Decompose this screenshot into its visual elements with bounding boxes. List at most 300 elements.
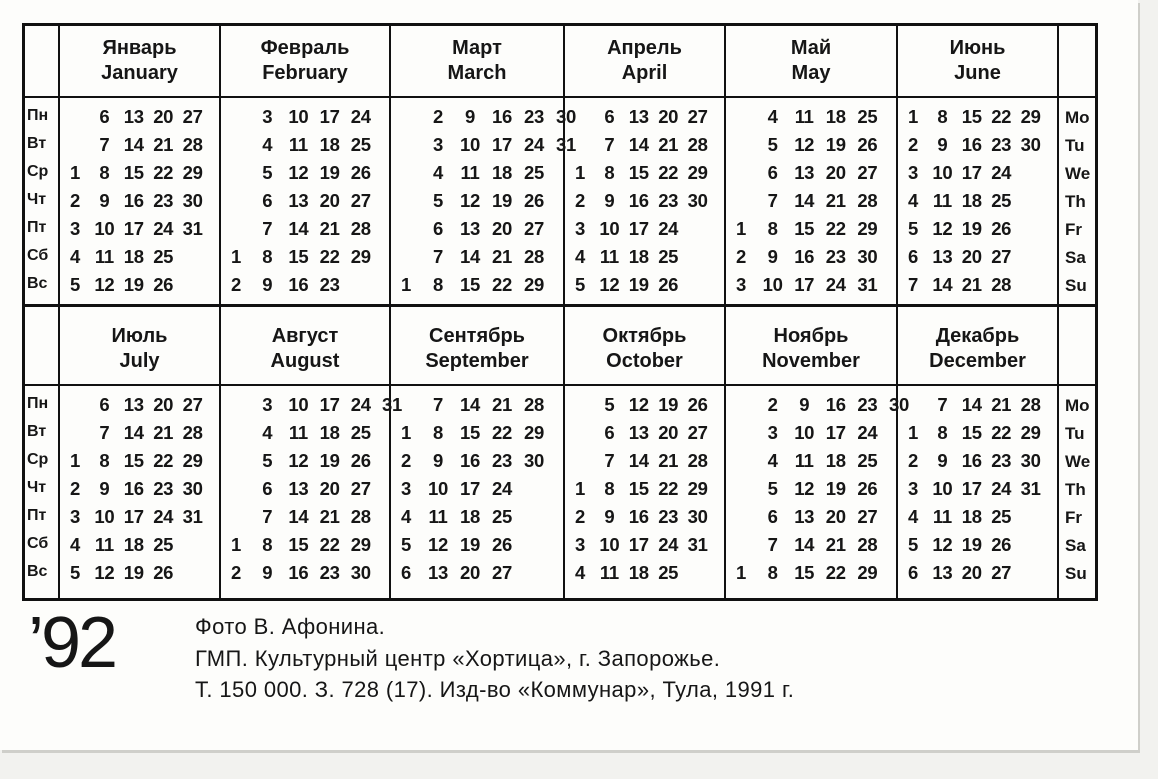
day-number: 25: [492, 506, 512, 527]
day-number: 7: [767, 534, 778, 555]
day-number: 1: [231, 246, 241, 267]
day-number: 9: [262, 562, 273, 583]
day-number: 8: [604, 162, 615, 183]
day-number: 7: [604, 134, 615, 155]
day-number: 2: [575, 190, 585, 211]
month-name-ru: Июнь: [949, 37, 1006, 59]
day-number: 3: [575, 218, 585, 239]
day-number: 1: [736, 562, 746, 583]
month-title-december: [897, 324, 1058, 374]
day-number: 15: [288, 534, 309, 555]
day-number: 30: [857, 246, 878, 267]
day-number: 17: [628, 218, 649, 239]
day-number: 13: [288, 190, 309, 211]
day-number: 11: [94, 534, 114, 555]
day-number: 3: [736, 274, 746, 295]
day-number: 22: [658, 162, 679, 183]
day-number: 25: [658, 246, 679, 267]
day-number: 16: [961, 450, 982, 471]
day-number: 25: [153, 534, 174, 555]
day-number: 12: [94, 274, 115, 295]
day-number: 22: [825, 218, 846, 239]
month-name-ru: Июль: [111, 325, 168, 347]
day-number: 19: [628, 274, 649, 295]
day-number: 17: [460, 478, 480, 499]
day-number: 28: [687, 134, 708, 155]
weekday-label-en: Su: [1065, 276, 1087, 295]
day-number: 18: [123, 534, 144, 555]
day-number: 9: [937, 134, 948, 155]
weekday-label-en: Fr: [1065, 220, 1082, 239]
day-number: 8: [433, 422, 443, 443]
day-number: 6: [604, 106, 615, 127]
day-number: 19: [658, 394, 679, 415]
weekday-label-ru: Пт: [27, 507, 47, 524]
day-number: 8: [767, 218, 778, 239]
day-number: 8: [99, 162, 110, 183]
day-number: 2: [575, 506, 585, 527]
day-number: 7: [433, 394, 443, 415]
day-number: 21: [319, 218, 340, 239]
month-name-en: September: [425, 350, 529, 372]
day-number: 10: [599, 218, 620, 239]
weekday-label-en: Fr: [1065, 508, 1082, 527]
day-number: 28: [524, 394, 544, 415]
day-number: 19: [825, 134, 846, 155]
day-number: 28: [687, 450, 708, 471]
day-number: 3: [262, 394, 273, 415]
month-name-en: November: [762, 350, 860, 372]
day-number: 11: [428, 506, 448, 527]
day-number: 15: [794, 218, 815, 239]
day-number: 20: [658, 106, 679, 127]
day-number: 7: [767, 190, 778, 211]
day-number: 19: [492, 190, 512, 211]
day-number: 2: [231, 562, 241, 583]
day-number: 16: [961, 134, 982, 155]
day-number: 3: [767, 422, 778, 443]
day-number: 9: [604, 506, 615, 527]
day-number: 1: [401, 422, 411, 443]
day-number: 12: [428, 534, 448, 555]
day-number: 24: [153, 506, 174, 527]
day-number: 27: [991, 562, 1012, 583]
day-number: 29: [182, 162, 203, 183]
day-number: 5: [262, 450, 273, 471]
weekday-label-ru: Пн: [27, 395, 49, 412]
day-number: 17: [123, 218, 144, 239]
day-number: 14: [794, 534, 815, 555]
day-number: 5: [401, 534, 411, 555]
day-number: 13: [794, 506, 815, 527]
day-number: 28: [182, 134, 203, 155]
day-number: 6: [433, 218, 443, 239]
day-number: 3: [908, 162, 918, 183]
day-number: 30: [1020, 450, 1041, 471]
day-number: 29: [857, 218, 878, 239]
weekday-label-ru: Пт: [27, 219, 47, 236]
day-number: 10: [932, 162, 953, 183]
day-number: 14: [460, 394, 480, 415]
day-number: 21: [961, 274, 982, 295]
day-number: 18: [123, 246, 144, 267]
day-number: 22: [153, 450, 174, 471]
day-number: 2: [401, 450, 411, 471]
weekday-label-en: We: [1065, 164, 1091, 183]
day-number: 18: [319, 134, 340, 155]
day-number: 12: [628, 394, 649, 415]
day-number: 27: [857, 506, 878, 527]
day-number: 2: [908, 450, 918, 471]
month-title-october: [564, 324, 725, 374]
day-number: 28: [857, 534, 878, 555]
day-number: 10: [460, 134, 480, 155]
day-number: 20: [825, 162, 846, 183]
day-number: 3: [70, 218, 80, 239]
weekday-label-en: Th: [1065, 480, 1086, 499]
day-number: 16: [123, 478, 144, 499]
day-number: 27: [687, 422, 708, 443]
weekday-label-ru: Сб: [27, 247, 49, 264]
day-number: 10: [599, 534, 620, 555]
day-number: 15: [123, 450, 144, 471]
weekday-label-en: Mo: [1065, 396, 1090, 415]
day-number: 2: [908, 134, 918, 155]
day-number: 31: [1020, 478, 1041, 499]
day-number: 21: [825, 190, 846, 211]
weekday-label-ru: Вт: [27, 135, 47, 152]
day-number: 13: [794, 162, 815, 183]
day-number: 3: [262, 106, 273, 127]
day-number: 16: [794, 246, 815, 267]
day-number: 19: [319, 162, 340, 183]
month-name-ru: Январь: [102, 37, 177, 59]
day-number: 24: [658, 218, 679, 239]
day-number: 18: [460, 506, 480, 527]
month-name-ru: Ноябрь: [773, 325, 849, 347]
day-number: 10: [94, 506, 115, 527]
day-number: 9: [99, 478, 110, 499]
day-number: 17: [961, 478, 982, 499]
day-number: 18: [492, 162, 512, 183]
day-number: 22: [492, 422, 512, 443]
column-divider: [219, 26, 221, 598]
day-number: 4: [575, 562, 585, 583]
day-number: 30: [687, 506, 708, 527]
day-number: 13: [932, 246, 953, 267]
day-number: 29: [1020, 106, 1041, 127]
weekday-label-en: Tu: [1065, 424, 1085, 443]
weekday-label-en: Mo: [1065, 108, 1090, 127]
day-number: 18: [628, 246, 649, 267]
day-number: 5: [433, 190, 443, 211]
day-number: 15: [123, 162, 144, 183]
day-number: 21: [319, 506, 340, 527]
day-number: 12: [932, 218, 953, 239]
day-number: 28: [1020, 394, 1041, 415]
day-number: 25: [857, 106, 878, 127]
day-number: 18: [961, 190, 982, 211]
day-number: 24: [825, 274, 846, 295]
day-number: 24: [991, 162, 1012, 183]
month-title-june: [897, 36, 1058, 86]
month-title-march: [390, 36, 564, 86]
day-number: 14: [932, 274, 953, 295]
day-number: 30: [1020, 134, 1041, 155]
day-number: 7: [99, 134, 110, 155]
day-number: 26: [658, 274, 679, 295]
day-number: 17: [628, 534, 649, 555]
day-number: 4: [908, 190, 918, 211]
day-number: 6: [262, 478, 273, 499]
day-number: 3: [70, 506, 80, 527]
day-number: 10: [94, 218, 115, 239]
month-name-en: August: [270, 350, 340, 372]
day-number: 24: [350, 106, 371, 127]
weekday-label-en: Tu: [1065, 136, 1085, 155]
day-number: 10: [288, 394, 309, 415]
day-number: 12: [288, 162, 309, 183]
day-number: 4: [767, 450, 778, 471]
month-name-ru: Октябрь: [602, 325, 687, 347]
day-number: 30: [556, 106, 576, 127]
day-number: 23: [991, 450, 1012, 471]
day-number: 22: [492, 274, 512, 295]
day-number: 30: [889, 394, 909, 415]
day-number: 29: [350, 246, 371, 267]
day-number: 29: [350, 534, 371, 555]
month-name-en: January: [101, 62, 178, 84]
day-number: 7: [908, 274, 918, 295]
day-number: 9: [937, 450, 948, 471]
day-number: 21: [658, 450, 679, 471]
day-number: 28: [991, 274, 1012, 295]
month-name-en: July: [119, 350, 160, 372]
month-name-ru: Март: [452, 37, 502, 59]
day-number: 27: [350, 478, 371, 499]
day-number: 5: [604, 394, 615, 415]
day-number: 1: [575, 478, 585, 499]
day-number: 20: [492, 218, 512, 239]
day-number: 11: [932, 190, 952, 211]
column-divider: [896, 26, 898, 598]
day-number: 23: [319, 562, 340, 583]
day-number: 19: [460, 534, 480, 555]
day-number: 26: [991, 218, 1012, 239]
day-number: 25: [524, 162, 544, 183]
month-title-may: [725, 36, 897, 86]
day-number: 22: [991, 422, 1012, 443]
day-number: 8: [767, 562, 778, 583]
day-number: 15: [460, 422, 480, 443]
day-number: 25: [658, 562, 679, 583]
day-number: 23: [153, 478, 174, 499]
day-number: 10: [762, 274, 783, 295]
day-number: 26: [350, 450, 371, 471]
day-number: 11: [932, 506, 952, 527]
day-number: 5: [70, 562, 80, 583]
day-number: 9: [433, 450, 443, 471]
day-number: 8: [262, 534, 273, 555]
day-number: 20: [825, 506, 846, 527]
day-number: 14: [628, 134, 649, 155]
day-number: 14: [460, 246, 480, 267]
month-title-january: [59, 36, 220, 86]
weekday-label-ru: Сб: [27, 535, 49, 552]
day-number: 17: [319, 394, 340, 415]
day-number: 21: [492, 246, 512, 267]
weekday-label-en: Th: [1065, 192, 1086, 211]
day-number: 16: [123, 190, 144, 211]
month-name-en: October: [606, 350, 683, 372]
day-number: 28: [350, 506, 371, 527]
day-number: 17: [825, 422, 846, 443]
month-title-august: [220, 324, 390, 374]
day-number: 20: [658, 422, 679, 443]
day-number: 12: [460, 190, 480, 211]
day-number: 24: [658, 534, 679, 555]
day-number: 7: [262, 218, 273, 239]
day-number: 18: [961, 506, 982, 527]
weekday-label-ru: Ср: [27, 163, 49, 180]
column-divider: [1057, 26, 1059, 598]
day-number: 16: [460, 450, 480, 471]
day-number: 6: [99, 394, 110, 415]
weekday-label-en: We: [1065, 452, 1091, 471]
month-name-ru: Май: [790, 37, 832, 59]
day-number: 7: [433, 246, 443, 267]
day-number: 9: [767, 246, 778, 267]
day-number: 13: [932, 562, 953, 583]
day-number: 12: [599, 274, 620, 295]
month-title-july: [59, 324, 220, 374]
day-number: 13: [123, 106, 144, 127]
day-number: 9: [262, 274, 273, 295]
day-number: 17: [794, 274, 815, 295]
header-divider: [25, 96, 1095, 98]
weekday-label-ru: Ср: [27, 451, 49, 468]
day-number: 22: [825, 562, 846, 583]
day-number: 4: [908, 506, 918, 527]
day-number: 23: [658, 506, 679, 527]
day-number: 12: [932, 534, 953, 555]
day-number: 17: [123, 506, 144, 527]
day-number: 9: [799, 394, 810, 415]
day-number: 5: [908, 534, 918, 555]
day-number: 28: [182, 422, 203, 443]
day-number: 11: [94, 246, 114, 267]
day-number: 14: [628, 450, 649, 471]
day-number: 12: [288, 450, 309, 471]
day-number: 31: [857, 274, 878, 295]
day-number: 10: [288, 106, 309, 127]
column-divider: [58, 26, 60, 598]
day-number: 13: [123, 394, 144, 415]
half-divider: [25, 304, 1095, 307]
day-number: 26: [350, 162, 371, 183]
day-number: 20: [153, 394, 174, 415]
day-number: 20: [319, 478, 340, 499]
day-number: 20: [153, 106, 174, 127]
day-number: 16: [628, 506, 649, 527]
day-number: 19: [825, 478, 846, 499]
weekday-label-en: Sa: [1065, 536, 1086, 555]
month-name-en: May: [791, 62, 831, 84]
weekday-label-ru: Чт: [27, 191, 47, 208]
print-info-line: Т. 150 000. З. 728 (17). Изд-во «Коммунар», Тула, 1991 г.: [195, 677, 795, 702]
day-number: 27: [350, 190, 371, 211]
day-number: 14: [288, 506, 309, 527]
month-name-en: June: [954, 62, 1001, 84]
day-number: 9: [465, 106, 475, 127]
day-number: 24: [857, 422, 878, 443]
day-number: 23: [991, 134, 1012, 155]
day-number: 11: [794, 106, 814, 127]
day-number: 20: [319, 190, 340, 211]
day-number: 14: [123, 134, 144, 155]
day-number: 27: [182, 394, 203, 415]
day-number: 1: [908, 422, 918, 443]
day-number: 3: [908, 478, 918, 499]
day-number: 25: [991, 506, 1012, 527]
weekday-label-ru: Вс: [27, 563, 48, 580]
day-number: 10: [932, 478, 953, 499]
day-number: 5: [767, 478, 778, 499]
day-number: 2: [70, 478, 80, 499]
day-number: 26: [492, 534, 512, 555]
day-number: 23: [153, 190, 174, 211]
month-name-en: December: [929, 350, 1026, 372]
day-number: 17: [961, 162, 982, 183]
day-number: 14: [961, 394, 982, 415]
day-number: 9: [99, 190, 110, 211]
day-number: 1: [70, 450, 80, 471]
day-number: 25: [350, 134, 371, 155]
day-number: 27: [524, 218, 544, 239]
day-number: 19: [123, 562, 144, 583]
day-number: 31: [182, 506, 203, 527]
day-number: 26: [857, 478, 878, 499]
day-number: 18: [825, 450, 846, 471]
day-number: 26: [153, 562, 174, 583]
day-number: 13: [628, 106, 649, 127]
day-number: 4: [575, 246, 585, 267]
year-label: ’92: [28, 603, 116, 683]
day-number: 8: [604, 478, 615, 499]
month-title-november: [725, 324, 897, 374]
day-number: 21: [658, 134, 679, 155]
day-number: 20: [961, 246, 982, 267]
day-number: 15: [628, 478, 649, 499]
day-number: 29: [524, 422, 544, 443]
weekday-label-en: Sa: [1065, 248, 1086, 267]
day-number: 15: [288, 246, 309, 267]
month-name-ru: Сентябрь: [429, 325, 525, 347]
day-number: 18: [319, 422, 340, 443]
day-number: 20: [961, 562, 982, 583]
day-number: 3: [575, 534, 585, 555]
weekday-label-en: Su: [1065, 564, 1087, 583]
day-number: 1: [575, 162, 585, 183]
day-number: 21: [492, 394, 512, 415]
day-number: 13: [628, 422, 649, 443]
day-number: 23: [524, 106, 544, 127]
day-number: 6: [604, 422, 615, 443]
day-number: 26: [687, 394, 708, 415]
day-number: 13: [460, 218, 480, 239]
day-number: 8: [937, 106, 948, 127]
day-number: 30: [524, 450, 544, 471]
